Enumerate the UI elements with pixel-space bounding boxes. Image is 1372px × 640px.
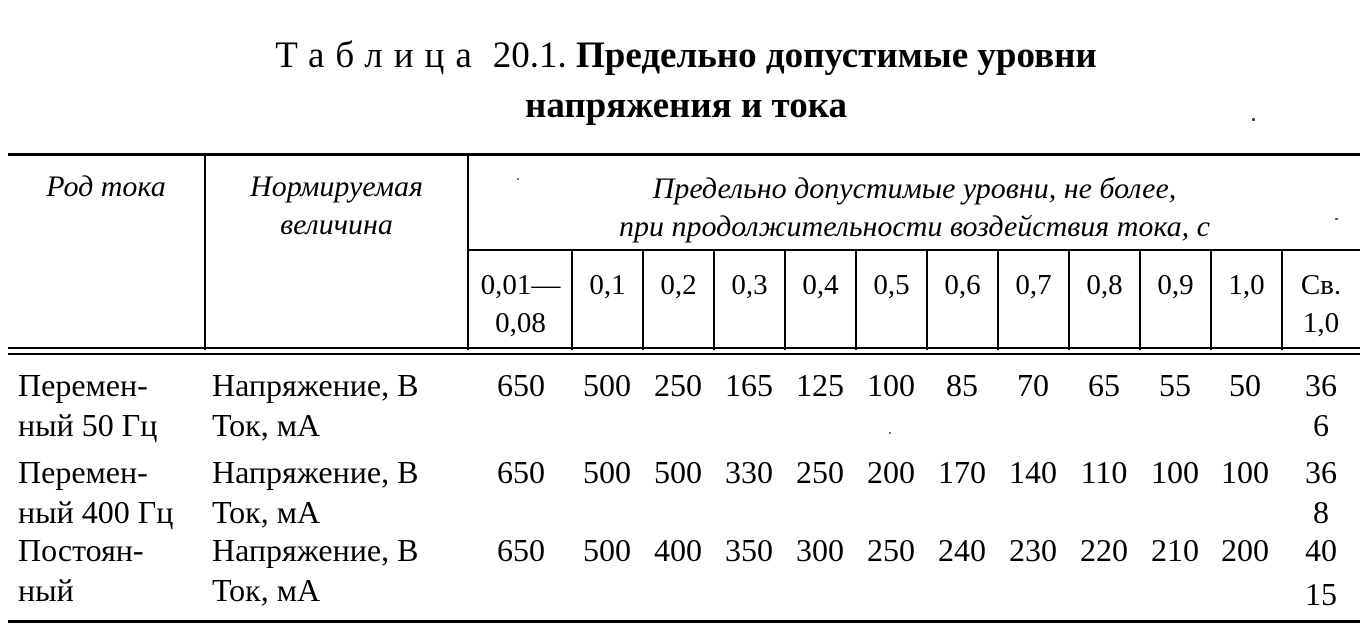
voltage-value: 170 bbox=[938, 454, 986, 490]
duration-header-line: 0,5 bbox=[873, 269, 910, 301]
voltage-value: 85 bbox=[946, 367, 978, 403]
header-limits-line1: Предельно допустимые уровни, не более, bbox=[652, 172, 1177, 205]
voltage-value: 165 bbox=[725, 367, 773, 403]
voltage-value: 230 bbox=[1009, 532, 1057, 568]
voltage-value: 650 bbox=[497, 454, 545, 490]
header-quantity-line2: величина bbox=[280, 208, 393, 241]
duration-header-1 bbox=[572, 266, 643, 304]
voltage-value: 50 bbox=[1229, 367, 1261, 403]
voltage-value: 500 bbox=[583, 532, 631, 568]
row-quantity-voltage: Напряжение, В bbox=[212, 367, 419, 403]
voltage-value: 240 bbox=[938, 532, 986, 568]
header-quantity-line1: Нормируемая bbox=[250, 170, 423, 203]
caption-label: Таблица bbox=[275, 35, 483, 76]
voltage-value: 70 bbox=[1017, 367, 1049, 403]
voltage-value: 500 bbox=[654, 454, 702, 490]
current-value: 8 bbox=[1313, 494, 1329, 530]
voltage-value: 220 bbox=[1080, 532, 1128, 568]
header-quantity bbox=[206, 168, 467, 244]
voltage-value: 200 bbox=[1221, 532, 1269, 568]
voltage-value: 55 bbox=[1159, 367, 1191, 403]
duration-header-line: 0,1 bbox=[589, 269, 626, 301]
voltage-value: 350 bbox=[725, 532, 773, 568]
row-quantity-voltage: Напряжение, В bbox=[212, 532, 419, 568]
row-current-kind: ный 400 Гц bbox=[18, 494, 174, 530]
duration-header-11 bbox=[1282, 266, 1360, 342]
voltage-value: 110 bbox=[1080, 454, 1128, 490]
table-caption bbox=[0, 34, 1372, 78]
duration-header-7 bbox=[998, 266, 1069, 304]
duration-header-line: 0,3 bbox=[731, 269, 768, 301]
voltage-value: 100 bbox=[1221, 454, 1269, 490]
duration-header-line: Св. bbox=[1300, 269, 1342, 301]
duration-header-line: 0,4 bbox=[802, 269, 839, 301]
duration-header-8 bbox=[1069, 266, 1140, 304]
voltage-value: 210 bbox=[1151, 532, 1199, 568]
duration-header-line: 0,7 bbox=[1015, 269, 1052, 301]
duration-header-2 bbox=[643, 266, 714, 304]
duration-header-3 bbox=[714, 266, 785, 304]
row-quantity-current: Ток, мА bbox=[212, 407, 321, 443]
row-quantity-current: Ток, мА bbox=[212, 494, 321, 530]
voltage-value: 140 bbox=[1009, 454, 1057, 490]
voltage-value: 650 bbox=[497, 367, 545, 403]
caption-number: 20.1. bbox=[492, 35, 567, 76]
voltage-value: 100 bbox=[867, 367, 915, 403]
duration-header-line: 1,0 bbox=[1228, 269, 1265, 301]
voltage-value: 100 bbox=[1151, 454, 1199, 490]
voltage-value: 36 bbox=[1305, 454, 1337, 490]
scan-speck bbox=[517, 178, 519, 180]
header-limits-line2: при продолжительности воздействия тока, с bbox=[619, 210, 1210, 243]
duration-header-6 bbox=[927, 266, 998, 304]
duration-header-line: 0,8 bbox=[1086, 269, 1123, 301]
voltage-value: 36 bbox=[1305, 367, 1337, 403]
duration-header-9 bbox=[1140, 266, 1211, 304]
voltage-value: 400 bbox=[654, 532, 702, 568]
caption-title-line1: Предельно допустимые уровни bbox=[576, 35, 1097, 76]
row-current-kind: ный 50 Гц bbox=[18, 407, 158, 443]
row-current-kind: Постоян- bbox=[18, 532, 144, 568]
voltage-value: 250 bbox=[796, 454, 844, 490]
row-current-kind: ный bbox=[18, 572, 74, 608]
caption-title-line2: напряжения и тока bbox=[525, 85, 847, 126]
duration-header-5 bbox=[856, 266, 927, 304]
voltage-value: 250 bbox=[867, 532, 915, 568]
row-current-kind: Перемен- bbox=[18, 454, 148, 490]
duration-header-line: 0,9 bbox=[1157, 269, 1194, 301]
duration-header-line: 0,6 bbox=[944, 269, 981, 301]
duration-header-4 bbox=[785, 266, 856, 304]
voltage-value: 250 bbox=[654, 367, 702, 403]
duration-header-line: 0,08 bbox=[495, 307, 546, 339]
current-value: 15 bbox=[1305, 576, 1337, 612]
scan-speck bbox=[1252, 118, 1255, 121]
row-quantity-voltage: Напряжение, В bbox=[212, 454, 419, 490]
voltage-value: 200 bbox=[867, 454, 915, 490]
scan-speck bbox=[889, 432, 891, 434]
header-double-rule-a bbox=[8, 347, 1360, 349]
scan-speck bbox=[1335, 218, 1338, 220]
duration-header-line: 1,0 bbox=[1302, 307, 1340, 339]
voltage-value: 300 bbox=[796, 532, 844, 568]
header-limits bbox=[469, 170, 1360, 246]
subheader-rule bbox=[468, 249, 1360, 251]
duration-header-0 bbox=[469, 266, 572, 342]
row-current-kind: Перемен- bbox=[18, 367, 148, 403]
header-current-kind: Род тока bbox=[46, 170, 166, 203]
duration-header-line: 0,01— bbox=[480, 269, 561, 301]
voltage-value: 500 bbox=[583, 367, 631, 403]
header-double-rule-b bbox=[8, 353, 1360, 355]
current-value: 6 bbox=[1313, 407, 1329, 443]
voltage-value: 65 bbox=[1088, 367, 1120, 403]
row-quantity-current: Ток, мА bbox=[212, 572, 321, 608]
table-bottom-rule bbox=[8, 620, 1360, 623]
duration-header-10 bbox=[1211, 266, 1282, 304]
voltage-value: 500 bbox=[583, 454, 631, 490]
voltage-value: 330 bbox=[725, 454, 773, 490]
voltage-value: 40 bbox=[1305, 532, 1337, 568]
duration-header-line: 0,2 bbox=[660, 269, 697, 301]
table-top-rule bbox=[8, 153, 1360, 156]
voltage-value: 125 bbox=[796, 367, 844, 403]
voltage-value: 650 bbox=[497, 532, 545, 568]
